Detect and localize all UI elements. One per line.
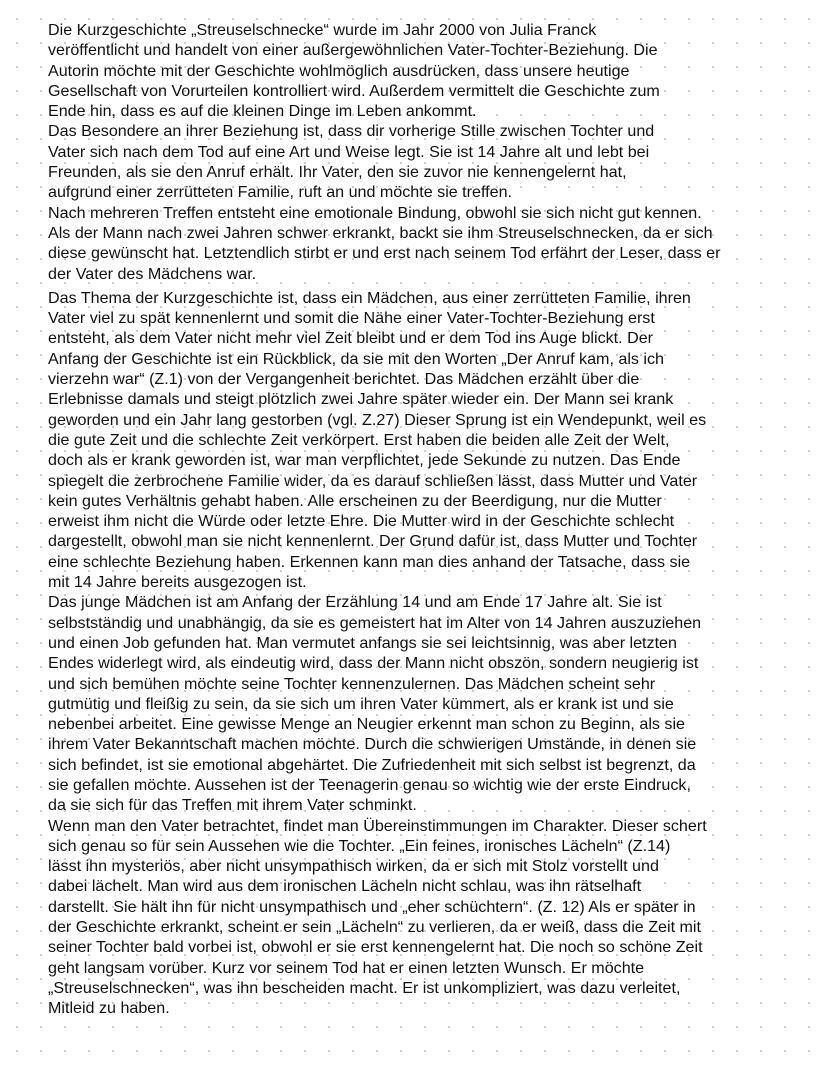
text-line: Vater viel zu spät kennenlernt und somit die Nähe einer Vater-Tochter-Beziehung erst [48,309,655,328]
text-line: entsteht, als dem Vater nicht mehr viel Zeit bleibt und er dem Tod ins Auge blickt. Der [48,329,654,348]
text-line: Erlebnisse damals und steigt plötzlich zwei Jahre später wieder ein. Der Mann sei krank [48,390,674,409]
text-line: dabei lächelt. Man wird aus dem ironischen Lächeln nicht schlau, was ihn rätselhaft [48,877,642,896]
text-line: nebenbei arbeitet. Eine gewisse Menge an Neugier erkennt man schon zu Beginn, als sie [48,715,685,734]
paragraph-intro [48,20,818,121]
text-line: Das junge Mädchen ist am Anfang der Erzählung 14 und am Ende 17 Jahre alt. Sie ist [48,593,662,612]
essay-body [48,20,818,1019]
text-line: spiegelt die zerbrochene Familie wider, da es darauf schließen lässt, dass Mutter und Vater [48,471,698,490]
text-line: Nach mehreren Treffen entsteht eine emotionale Bindung, obwohl sie sich nicht gut kennen. [48,203,702,222]
text-line: und einen Job gefunden hat. Man vermutet anfangs sie sei leichtsinnig, was aber letzten [48,633,677,652]
text-line: erweist ihm nicht die Würde oder letzte Ehre. Die Mutter wird in der Geschichte schlecht [48,512,675,531]
text-line: der Geschichte erkrankt, scheint er sein „Lächeln“ zu verlieren, da er weiß, dass die Zeit mit [48,918,701,937]
text-line: Anfang der Geschichte ist ein Rückblick, da sie mit den Worten „Der Anruf kam, als ich [48,349,665,368]
text-line: vierzehn war“ (Z.1) von der Vergangenheit berichtet. Das Mädchen erzählt über die [48,370,640,389]
text-line: aufgrund einer zerrütteten Familie, ruft an und möchte sie treffen. [48,183,512,202]
text-line: diese gewünscht hat. Letztendlich stirbt er und erst nach seinem Tod erfährt der Leser, dass er [48,244,721,263]
text-line: selbstständig und unabhängig, da sie es gemeistert hat im Alter von 14 Jahren auszuziehen [48,613,702,632]
text-line: darstellt. Sie hält ihn für nicht unsympathisch und „eher schüchtern“. (Z. 12) Als er später in [48,897,696,916]
text-line: dargestellt, obwohl man sie nicht kennenlernt. Der Grund dafür ist, dass Mutter und Tochter [48,532,698,551]
text-line: doch als er krank geworden ist, war man verpflichtet, jede Sekunde zu nutzen. Das Ende [48,451,681,470]
text-line: veröffentlicht und handelt von einer außergewöhnlichen Vater-Tochter-Beziehung. Die [48,41,658,60]
text-line: der Vater des Mädchens war. [48,264,257,283]
text-line: seiner Tochter bald vorbei ist, obwohl er sie erst kennengelernt hat. Die noch so schöne Zeit [48,938,703,957]
text-line: Freunden, als sie den Anruf erhält. Ihr Vater, den sie zuvor nie kennengelernt hat, [48,163,627,182]
text-line: Die Kurzgeschichte „Streuselschnecke“ wurde im Jahr 2000 von Julia Franck [48,21,597,39]
text-line: Das Thema der Kurzgeschichte ist, dass ein Mädchen, aus einer zerrütteten Familie, ihren [48,288,691,307]
paragraph-daughter [48,592,818,815]
text-line: mit 14 Jahre bereits ausgezogen ist. [48,573,307,592]
text-line: lässt ihn mysteriös, aber nicht unsympathisch wirken, da er sich mit Stolz vorstellt und [48,857,659,876]
text-line: da sie sich für das Treffen mit ihrem Vater schminkt. [48,796,417,815]
text-line: Endes widerlegt wird, als eindeutig wird, dass der Mann nicht obszön, sondern neugierig ist [48,654,699,673]
text-line: geworden und ein Jahr lang gestorben (vgl. Z.27) Dieser Sprung ist ein Wendepunkt, weil es [48,410,707,429]
text-line: Ende hin, dass es auf die kleinen Dinge im Leben ankommt. [48,102,477,121]
text-line: Autorin möchte mit der Geschichte wohlmöglich ausdrücken, dass unsere heutige [48,61,630,80]
text-line: gutmütig und fleißig zu sein, da sie sich um ihren Vater kümmert, als er krank ist und sie [48,694,674,713]
text-line: Vater sich nach dem Tod auf eine Art und Weise legt. Sie ist 14 Jahre alt und lebt bei [48,142,650,161]
paragraph-relationship [48,121,818,202]
text-line: Gesellschaft von Vorurteilen kontrolliert wird. Außerdem vermittelt die Geschichte zum [48,81,660,100]
text-line: Als der Mann nach zwei Jahren schwer erkrankt, backt sie ihm Streuselschnecken, da er sich [48,223,713,242]
text-line: sich befindet, ist sie emotional abgehärtet. Die Zufriedenheit mit sich selbst ist begrenzt, da [48,755,696,774]
text-line: ihrem Vater Bekanntschaft machen möchte. Durch die schwierigen Umstände, in denen sie [48,735,697,754]
text-line: kein gutes Verhältnis gehabt haben. Alle erscheinen zu der Beerdigung, nur die Mutter [48,491,662,510]
paragraph-summary [48,203,818,284]
text-line: und sich bemühen möchte seine Tochter kennenzulernen. Das Mädchen scheint sehr [48,674,656,693]
text-line: Wenn man den Vater betrachtet, findet man Übereinstimmungen im Charakter. Dieser schert [48,816,707,835]
text-line: sich genau so für sein Aussehen wie die Tochter. „Ein feines, ironisches Lächeln“ (Z.14) [48,836,671,855]
text-line: sie gefallen möchte. Aussehen ist der Teenagerin genau so wichtig wie der erste Eindruck, [48,775,691,794]
paragraph-father [48,816,818,1019]
text-line: geht langsam vorüber. Kurz vor seinem Tod hat er einen letzten Wunsch. Er möchte [48,958,645,977]
text-line: „Streuselschnecken“, was ihn bescheiden macht. Er ist unkompliziert, was dazu verleitet, [48,978,681,997]
text-line: die gute Zeit und die schlechte Zeit verkörpert. Erst haben die beiden alle Zeit der Welt, [48,430,670,449]
text-line: eine schlechte Beziehung haben. Erkennen kann man dies anhand der Tatsache, dass sie [48,552,691,571]
text-line: Mitleid zu haben. [48,999,170,1018]
text-line: Das Besondere an ihrer Beziehung ist, dass dir vorherige Stille zwischen Tochter und [48,122,655,141]
paragraph-theme [48,288,818,592]
